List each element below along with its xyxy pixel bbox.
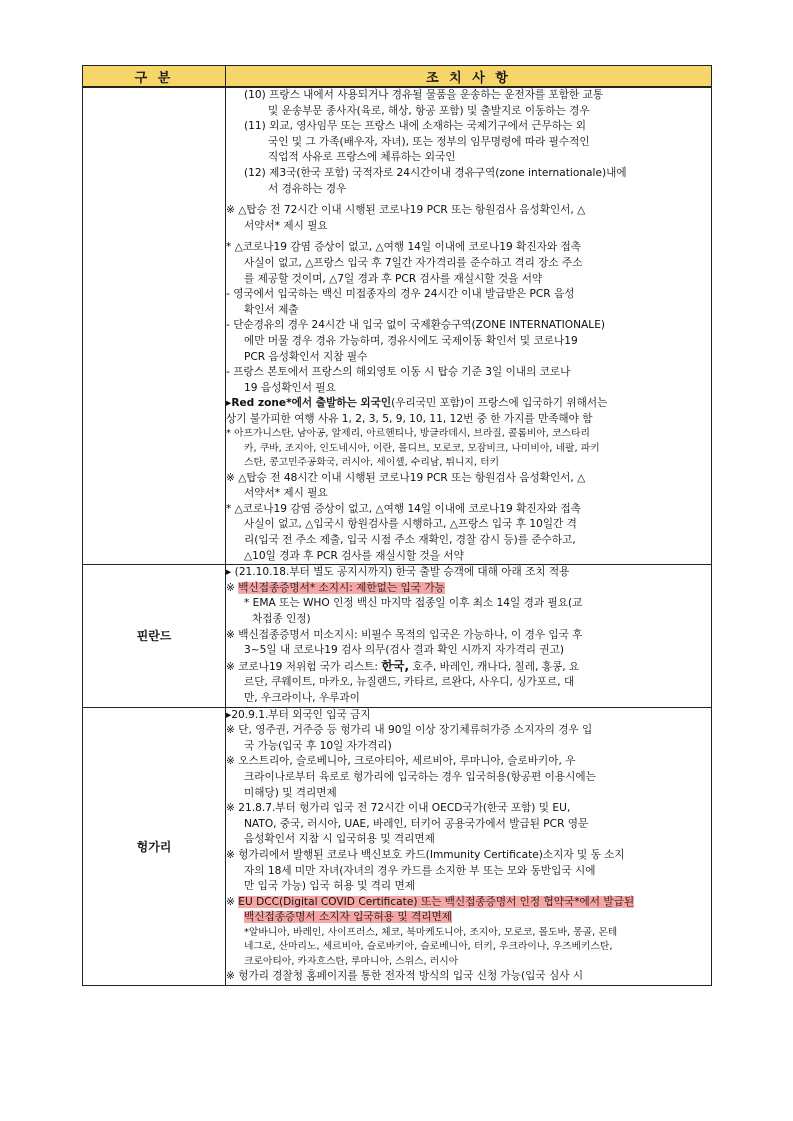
header-measures: 조 치 사 항 bbox=[226, 66, 712, 88]
text-line: 서약서* 제시 필요 bbox=[244, 487, 328, 500]
text-line: 리(입국 전 주소 제출, 입국 시점 주소 재확인, 경찰 감시 등)를 준수하고, bbox=[244, 534, 576, 547]
text-line: 만, 우크라이나, 우루과이 bbox=[244, 692, 360, 704]
highlighted-text: EU DCC(Digital COVID Certificate) 또는 백신접종증명서 인정 협약국*에서 발급된 bbox=[238, 895, 635, 908]
text-line: 및 운송부문 종사자(육로, 해상, 항공 포함) 및 출발지로 이동하는 경우 bbox=[268, 104, 590, 117]
text-line: ※ 헝가리 경찰청 홈페이지를 통한 전자적 방식의 입국 신청 가능(입국 심사 시 bbox=[226, 970, 584, 983]
redzone-line: ▸Red zone*에서 출발하는 외국인(우리국민 포함)이 프랑스에 입국하기 위해서는 bbox=[226, 397, 608, 410]
text-line: 를 제공할 것이며, △7일 경과 후 PCR 검사를 재실시할 것을 서약 bbox=[244, 272, 543, 285]
highlight-line bbox=[226, 910, 711, 926]
korea-emphasis: 한국, bbox=[381, 658, 410, 673]
text-line: 19 음성확인서 필요 bbox=[244, 381, 336, 394]
text-line: 르단, 쿠웨이트, 마카오, 뉴질랜드, 카타르, 르완다, 사우디, 싱가포르, 대 bbox=[244, 676, 575, 689]
text-line: * △코로나19 감염 증상이 없고, △여행 14일 이내에 코로나19 확진자와 접촉 bbox=[226, 241, 581, 254]
text-line: ▸20.9.1.부터 외국인 입국 금지 bbox=[226, 708, 371, 721]
text-line: (12) 제3국(한국 포함) 국적자로 24시간이내 경유구역(zone internationale)내에 bbox=[244, 166, 627, 179]
highlighted-text: 백신접종증명서* 소지시: 제한없는 입국 가능 bbox=[238, 581, 445, 594]
text-line: ※ 오스트리아, 슬로베니아, 크로아티아, 세르비아, 루마니아, 슬로바키아, 우 bbox=[226, 755, 576, 768]
text-line: 스탄, 콩고민주공화국, 러시아, 세이셸, 수리남, 튀니지, 터키 bbox=[244, 457, 500, 469]
text-line: 네그로, 산마리노, 세르비아, 슬로바키아, 슬로베니아, 터키, 우크라이나, 우즈베키스탄, bbox=[244, 941, 613, 953]
text-line: 3~5일 내 코로나19 검사 의무(검사 결과 확인 시까지 자가격리 권고) bbox=[244, 644, 565, 657]
text-line: 국 가능(입국 후 10일 자가격리) bbox=[244, 739, 392, 752]
text-line: 직업적 사유로 프랑스에 체류하는 외국인 bbox=[268, 151, 456, 164]
highlight-line bbox=[226, 895, 711, 911]
text-line: 서 경유하는 경우 bbox=[268, 182, 347, 195]
text-line: 에만 머물 경우 경유 가능하며, 경유시에도 국제이동 확인서 및 코로나19 bbox=[244, 334, 578, 347]
table-header bbox=[83, 66, 712, 88]
text-line: 차접종 인정) bbox=[252, 613, 311, 626]
text-line: 카, 쿠바, 조지아, 인도네시아, 이란, 몰디브, 모로코, 모잠비크, 나미비아, 네팔, 파키 bbox=[244, 442, 600, 454]
highlighted-text: 백신접종증명서 소지자 입국허용 및 격리면제 bbox=[244, 911, 452, 924]
text-line: - 영국에서 입국하는 백신 미접종자의 경우 24시간 이내 발급받은 PCR 음성 bbox=[226, 288, 575, 301]
header-category: 구 분 bbox=[83, 66, 226, 88]
redzone-heading: Red zone*에서 출발하는 외국인 bbox=[231, 397, 392, 410]
text-line: PCR 음성확인서 지참 필수 bbox=[244, 350, 368, 363]
country-name-finland: 핀란드 bbox=[83, 565, 226, 707]
country-cell-france bbox=[83, 87, 226, 565]
text-line: *알바니아, 바레인, 사이프러스, 체코, 북마케도니아, 조지아, 모로코, 몰도바, 몽골, 몬테 bbox=[244, 926, 618, 938]
text-line: ※ 21.8.7.부터 헝가리 입국 전 72시간 이내 OECD국가(한국 포함) 및 EU, bbox=[226, 802, 571, 815]
text-line: * △코로나19 감염 증상이 없고, △여행 14일 이내에 코로나19 확진자와 접촉 bbox=[226, 502, 581, 515]
text-line: ※ 헝가리에서 발행된 코로나 백신보호 카드(Immunity Certificate)소지자 및 동 소지 bbox=[226, 848, 625, 861]
text-line: 미해당) 및 격리면제 bbox=[244, 786, 337, 799]
text-line: △10일 경과 후 PCR 검사를 재실시할 것을 서약 bbox=[244, 549, 464, 562]
low-risk-list-line bbox=[226, 659, 711, 676]
text-line: ※ 단, 영주권, 거주증 등 헝가리 내 90일 이상 장기체류허가증 소지자의 경우 입 bbox=[226, 724, 593, 737]
table-row-finland bbox=[83, 565, 712, 707]
note-mark: ※ bbox=[226, 895, 239, 908]
redzone-text: (우리국민 포함)이 프랑스에 입국하기 위해서는 bbox=[391, 397, 608, 410]
text-line: - 프랑스 본토에서 프랑스의 해외영토 이동 시 탑승 기준 3일 이내의 코로나 bbox=[226, 366, 571, 379]
text-line: 만 입국 가능) 입국 허용 및 격리 면제 bbox=[244, 880, 415, 893]
text-line: ※ △탑승 전 72시간 이내 시행된 코로나19 PCR 또는 항원검사 음성확인서, △ bbox=[226, 204, 586, 217]
text-line: 사실이 없고, △입국시 항원검사를 시행하고, △프랑스 입국 후 10일간 격 bbox=[244, 518, 577, 531]
low-risk-countries: 호주, 바레인, 캐나다, 칠레, 홍콩, 요 bbox=[409, 660, 580, 673]
text-line: 확인서 제출 bbox=[244, 303, 299, 316]
measures-cell-france bbox=[226, 87, 712, 565]
text-line: ※ 백신접종증명서 미소지시: 비필수 목적의 입국은 가능하나, 이 경우 입국 후 bbox=[226, 628, 583, 641]
measures-table bbox=[82, 65, 712, 986]
text-line: 상기 불가피한 여행 사유 1, 2, 3, 5, 9, 10, 11, 12번 중 한 가지를 만족해야 함 bbox=[226, 412, 593, 425]
text-line: 사실이 없고, △프랑스 입국 후 7일간 자가격리를 준수하고 격리 장소 주소 bbox=[244, 256, 583, 269]
text-line: * EMA 또는 WHO 인정 백신 마지막 접종일 이후 최소 14일 경과 필요(교 bbox=[244, 597, 583, 610]
text-line: 크라이나로부터 육로로 헝가리에 입국하는 경우 입국허용(항공편 이용시에는 bbox=[244, 770, 596, 783]
text-line: - 단순경유의 경우 24시간 내 입국 없이 국제환승구역(ZONE INTERNATIONALE) bbox=[226, 319, 606, 332]
text-line: 자의 18세 미만 자녀(자녀의 경우 카드를 소지한 부 또는 모와 동반입국 시에 bbox=[244, 864, 596, 877]
text-line: (10) 프랑스 내에서 사용되거나 경유될 물품을 운송하는 운전자를 포함한 교통 bbox=[244, 89, 604, 101]
text-line: 서약서* 제시 필요 bbox=[244, 219, 328, 232]
text-line: ▸ (21.10.18.부터 별도 공지시까지) 한국 출발 승객에 대해 아래 조치 적용 bbox=[226, 566, 570, 579]
text-line: ※ △탑승 전 48시간 이내 시행된 코로나19 PCR 또는 항원검사 음성확인서, △ bbox=[226, 471, 586, 484]
low-risk-label: ※ 코로나19 저위험 국가 리스트: bbox=[226, 660, 382, 673]
measures-cell-finland bbox=[226, 565, 712, 707]
text-line: NATO, 중국, 러시아, UAE, 바레인, 터키어 공용국가에서 발급된 PCR 영문 bbox=[244, 817, 589, 830]
text-line: (11) 외교, 영사임무 또는 프랑스 내에 소재하는 국제기구에서 근무하는 외 bbox=[244, 120, 586, 133]
measures-cell-hungary bbox=[226, 707, 712, 985]
note-mark: ※ bbox=[226, 581, 239, 594]
text-line: 크로아티아, 카자흐스탄, 루마니아, 스위스, 러시아 bbox=[244, 955, 459, 967]
table-row-france bbox=[83, 87, 712, 565]
text-line: 음성확인서 지참 시 입국허용 및 격리면제 bbox=[244, 833, 435, 846]
text-line: * 아프가니스탄, 남아공, 알제리, 아르헨티나, 방글라데시, 브라질, 콜롬비아, 코스타리 bbox=[226, 428, 590, 440]
text-line: 국인 및 그 가족(배우자, 자녀), 또는 정부의 임무명령에 따라 필수적인 bbox=[268, 135, 590, 148]
highlight-line bbox=[226, 581, 711, 597]
table-row-hungary bbox=[83, 707, 712, 985]
country-name-hungary: 헝가리 bbox=[83, 707, 226, 985]
